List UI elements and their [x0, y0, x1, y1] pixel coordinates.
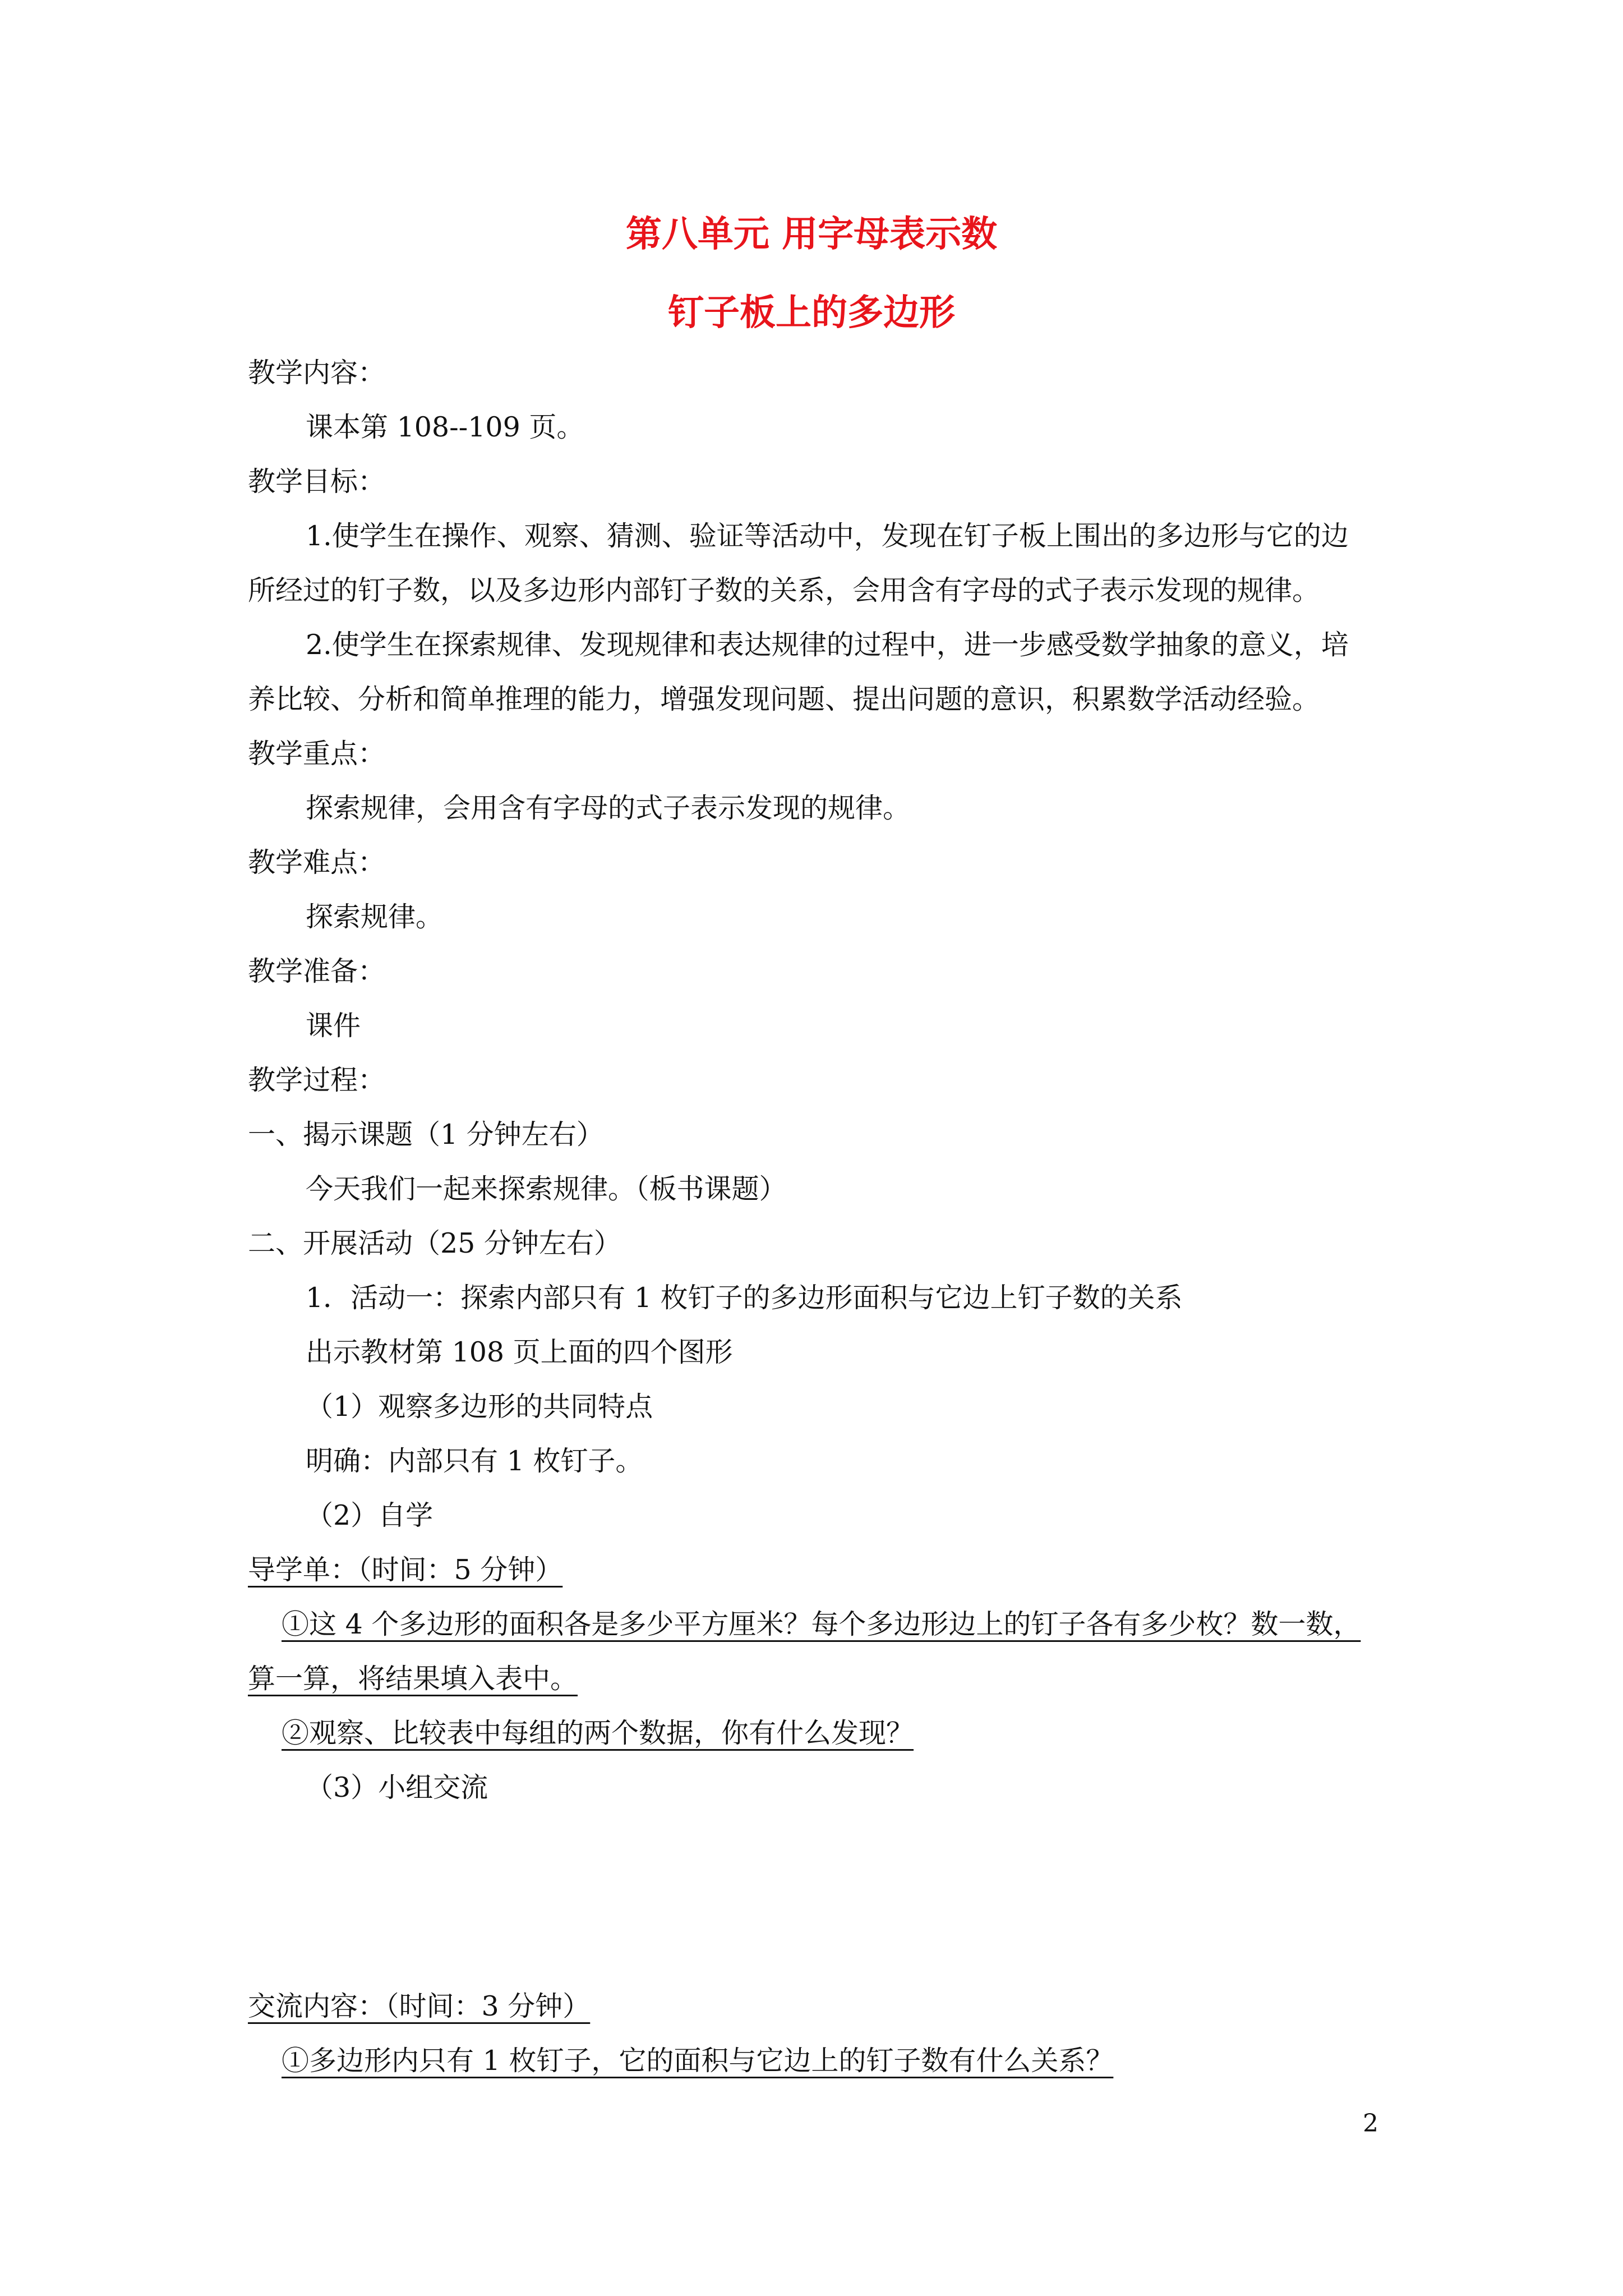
unit-title: 第八单元 用字母表示数: [625, 213, 998, 255]
goal-1-line-2: 所经过的钉子数，以及多边形内部钉子数的关系，会用含有字母的式子表示发现的规律。: [248, 574, 1320, 606]
guide-sheet-label: 导学单：（时间：5 分钟）: [248, 1554, 563, 1586]
lesson-title: 钉子板上的多边形: [668, 292, 955, 334]
exchange-question-1: [248, 2043, 1113, 2079]
show-figures: 出示教材第 108 页上面的四个图形: [306, 1336, 733, 1368]
goals-label: 教学目标：: [248, 466, 386, 498]
activity-1: 1．活动一：探索内部只有 1 枚钉子的多边形面积与它边上钉子数的关系: [306, 1282, 1183, 1314]
guide-question-1-line-1: [248, 1607, 1361, 1642]
goal-2-line-1: 2.使学生在探索规律、发现规律和表达规律的过程中，进一步感受数学抽象的意义，培: [306, 629, 1349, 661]
observe-step: （1）观察多边形的共同特点: [306, 1391, 653, 1423]
guide-question-1-line-2: 算一算，将结果填入表中。: [248, 1663, 578, 1695]
process-label: 教学过程：: [248, 1064, 386, 1096]
content-label: 教学内容：: [248, 357, 386, 389]
step-1-text: 今天我们一起来探索规律。（板书课题）: [306, 1173, 787, 1205]
goal-2-line-2: 养比较、分析和简单推理的能力，增强发现问题、提出问题的意识，积累数学活动经验。: [248, 683, 1320, 715]
difficulty-label: 教学难点：: [248, 846, 386, 878]
guide-question-2: [248, 1715, 914, 1751]
exchange-content-label: 交流内容：（时间：3 分钟）: [248, 1990, 591, 2022]
preparation-label: 教学准备：: [248, 955, 386, 987]
goal-1-line-1: 1.使学生在操作、观察、猜测、验证等活动中，发现在钉子板上围出的多边形与它的边: [306, 520, 1349, 552]
page-number: 2: [1363, 2109, 1378, 2138]
key-point-label: 教学重点：: [248, 738, 386, 770]
content-text: 课本第 108--109 页。: [306, 411, 584, 443]
step-1-heading: 一、揭示课题（1 分钟左右）: [248, 1119, 604, 1151]
group-exchange-step: （3）小组交流: [306, 1772, 488, 1803]
guide-question-2-text: ②观察、比较表中每组的两个数据，你有什么发现？: [282, 1717, 914, 1749]
exchange-question-1-text: ①多边形内只有 1 枚钉子，它的面积与它边上的钉子数有什么关系？: [282, 2045, 1114, 2077]
preparation-text: 课件: [306, 1010, 361, 1042]
key-point-text: 探索规律，会用含有字母的式子表示发现的规律。: [306, 792, 911, 824]
clarify-step: 明确：内部只有 1 枚钉子。: [306, 1445, 643, 1477]
self-study-step: （2）自学: [306, 1499, 434, 1531]
step-2-heading: 二、开展活动（25 分钟左右）: [248, 1227, 621, 1259]
guide-question-1-text: ①这 4 个多边形的面积各是多少平方厘米？每个多边形边上的钉子各有多少枚？数一数，: [282, 1608, 1361, 1640]
difficulty-text: 探索规律。: [306, 901, 444, 933]
